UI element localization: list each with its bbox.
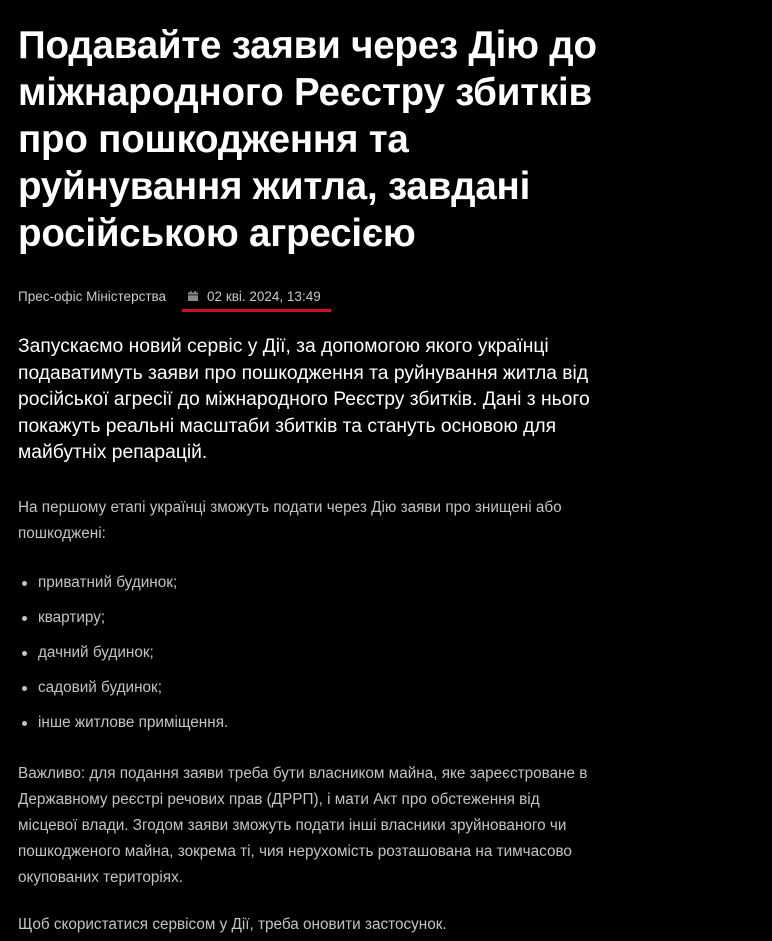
list-item-text: дачний будинок; xyxy=(38,644,154,661)
author-link[interactable]: Прес-офіс Міністерства xyxy=(18,288,167,304)
list-item-text: квартиру; xyxy=(38,609,106,626)
list-item-text: інше житлове приміщення. xyxy=(38,714,229,731)
bullet-icon xyxy=(22,651,27,656)
bullet-icon xyxy=(22,581,27,586)
article-title: Подавайте заяви через Дію до міжнародного Реєстру збитків про пошкодження та руйнування житла, завдані російською агресією xyxy=(18,24,597,255)
property-type-list xyxy=(18,570,228,745)
paragraph-intro: На першому етапі українці зможуть подати через Дію заяви про знищені або пошкоджені: xyxy=(18,499,562,542)
paragraph-important: Важливо: для подання заяви треба бути власником майна, яке зареєстроване в Державному реєстрі речових прав (ДРРП), і мати Акт про обстеження від місцевої влади. Згодом заяви зможуть подати інші власники зруйнованого чи пошкодженого майна, зокрема ті, чия нерухомість розташована на тимчасово окупованих територіях. xyxy=(18,765,588,886)
list-item xyxy=(18,605,228,640)
publish-date xyxy=(186,284,331,308)
list-item xyxy=(18,675,228,710)
bullet-icon xyxy=(22,721,27,726)
article-meta xyxy=(18,284,331,308)
paragraph-update-app: Щоб скористатися сервісом у Дії, треба оновити застосунок. xyxy=(18,916,447,933)
list-item-text: приватний будинок; xyxy=(38,574,178,591)
bullet-icon xyxy=(22,616,27,621)
list-item-text: садовий будинок; xyxy=(38,679,162,696)
list-item xyxy=(18,710,228,745)
calendar-icon xyxy=(188,291,198,301)
list-item xyxy=(18,640,228,675)
article-lead: Запускаємо новий сервіс у Дії, за допомогою якого українці подаватимуть заяви про пошкодження та руйнування житла від російської агресії до міжнародного Реєстру збитків. Дані з нього покажуть реальні масштаби збитків та стануть основою для майбутніх репарацій. xyxy=(18,336,590,463)
bullet-icon xyxy=(22,686,27,691)
publish-date-text: 02 кві. 2024, 13:49 xyxy=(207,288,321,304)
list-item xyxy=(18,570,228,605)
